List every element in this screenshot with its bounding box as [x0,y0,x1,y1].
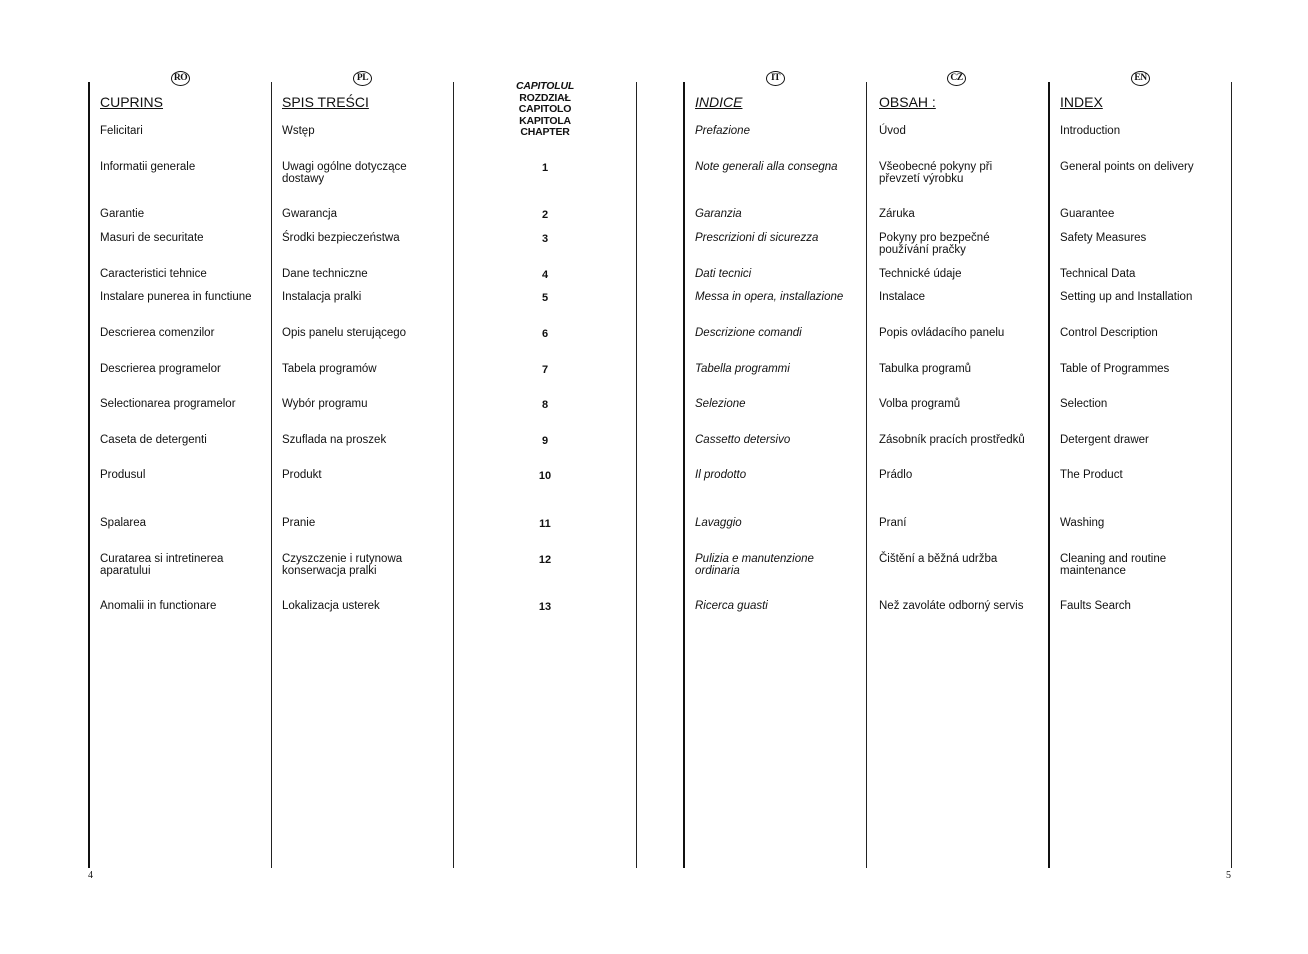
toc-title-it: INDICE [695,94,743,110]
toc-entry: Detergent drawer [1060,434,1149,446]
toc-entry: Setting up and Installation [1060,291,1193,303]
toc-entry: Safety Measures [1060,232,1147,244]
chapter-number: 3 [541,233,549,245]
toc-entry: Wstęp [282,125,315,137]
toc-entry: Než zavoláte odborný servis [879,600,1024,612]
toc-entry: Úvod [879,125,906,137]
toc-title-en: INDEX [1060,94,1103,110]
toc-entry: Dane techniczne [282,268,368,280]
toc-title-ro: CUPRINS [100,94,164,110]
toc-entry: Volba programů [879,398,961,410]
chapter-number: 12 [538,554,552,566]
column-rule [453,82,454,868]
toc-entry: Tabela programów [282,363,377,375]
chapter-number: 6 [541,328,549,340]
toc-entry: Środki bezpieczeństwa [282,232,400,244]
chapter-heading-line: CHAPTER [520,126,570,138]
column-rule [1231,82,1232,868]
toc-entry: Wybór programu [282,398,368,410]
chapter-heading-line: CAPITOLUL [515,80,575,92]
language-badge-cz: CZ [947,71,966,86]
chapter-number: 5 [541,292,549,304]
chapter-number: 9 [541,435,549,447]
column-rule [866,82,867,868]
toc-entry: Instalacja pralki [282,291,362,303]
toc-entry: Garanzia [695,208,742,220]
toc-entry: Selection [1060,398,1108,410]
toc-entry: Descrierea programelor [100,363,221,375]
chapter-heading-line: CAPITOLO [518,103,572,115]
chapter-number: 8 [541,399,549,411]
toc-entry: Tabella programmi [695,363,790,375]
chapter-number: 2 [541,209,549,221]
toc-entry: Spalarea [100,517,147,529]
toc-entry: Descrierea comenzilor [100,327,215,339]
column-rule [1048,82,1050,868]
toc-entry: Technické údaje [879,268,962,280]
toc-title-pl: SPIS TREŚCI [282,94,369,110]
toc-entry: Produkt [282,469,322,481]
toc-entry: Control Description [1060,327,1158,339]
toc-entry: Produsul [100,469,146,481]
toc-entry: Czyszczenie i rutynowa konserwacja pralki [282,553,403,577]
toc-entry: Záruka [879,208,915,220]
language-badge-ro: RO [171,71,190,86]
toc-entry: Introduction [1060,125,1121,137]
toc-entry: Anomalii in functionare [100,600,217,612]
language-badge-it: IT [766,71,785,86]
chapter-heading-line: KAPITOLA [519,114,571,127]
toc-entry: Informatii generale [100,161,196,173]
toc-entry: General points on delivery [1060,161,1194,173]
toc-entry: Table of Programmes [1060,363,1170,375]
toc-entry: Gwarancja [282,208,337,220]
toc-entry: Čištění a běžná udržba [879,553,998,565]
toc-entry: Prescrizioni di sicurezza [695,232,819,244]
chapter-number: 10 [538,470,552,482]
chapter-number: 13 [538,601,552,613]
toc-entry: Descrizione comandi [695,327,802,339]
toc-entry: Dati tecnici [695,268,752,280]
toc-title-cz: OBSAH : [879,94,936,110]
toc-entry: Uwagi ogólne dotyczące dostawy [282,161,407,185]
page-number-left: 4 [88,870,93,881]
toc-entry: Praní [879,517,907,529]
toc-entry: Selezione [695,398,746,410]
chapter-heading [505,81,585,139]
toc-entry: Caseta de detergenti [100,434,207,446]
toc-entry: Popis ovládacího panelu [879,327,1005,339]
toc-entry: Lokalizacja usterek [282,600,380,612]
toc-entry: Cleaning and routine maintenance [1060,553,1167,577]
toc-entry: Pulizia e manutenzione ordinaria [695,553,814,577]
toc-entry: Cassetto detersivo [695,434,791,446]
toc-entry: Pokyny pro bezpečné používání pračky [879,232,990,256]
chapter-number: 4 [541,269,549,281]
toc-entry: Instalare punerea in functiune [100,291,252,303]
toc-entry: Všeobecné pokyny při převzetí výrobku [879,161,993,185]
toc-entry: Ricerca guasti [695,600,768,612]
toc-entry: Szuflada na proszek [282,434,387,446]
toc-entry: Opis panelu sterującego [282,327,407,339]
toc-entry: Masuri de securitate [100,232,204,244]
toc-entry: Faults Search [1060,600,1131,612]
toc-entry: Il prodotto [695,469,747,481]
toc-entry: Instalace [879,291,926,303]
toc-entry: Garantie [100,208,145,220]
chapter-number: 1 [541,162,549,174]
column-rule [683,82,685,868]
chapter-number: 11 [539,518,551,530]
column-rule [271,82,272,868]
toc-entry: Curatarea si intretinerea aparatului [100,553,224,577]
toc-entry: Lavaggio [695,517,742,529]
toc-entry: Prádlo [879,469,913,481]
chapter-heading-line: ROZDZIAŁ [519,91,571,104]
language-badge-pl: PL [353,71,372,86]
column-rule [636,82,637,868]
language-badge-en: EN [1131,71,1150,86]
column-rule [88,82,90,868]
toc-entry: Note generali alla consegna [695,161,838,173]
page-number-right: 5 [1226,870,1231,881]
toc-entry: Washing [1060,517,1105,529]
toc-entry: Prefazione [695,125,750,137]
toc-entry: Guarantee [1060,208,1115,220]
toc-entry: Felicitari [100,125,143,137]
toc-entry: Tabulka programů [879,363,972,375]
chapter-number: 7 [541,364,549,376]
toc-entry: Pranie [282,517,316,529]
toc-entry: Selectionarea programelor [100,398,236,410]
toc-entry: Caracteristici tehnice [100,268,207,280]
toc-entry: Messa in opera, installazione [695,291,844,303]
toc-entry: Technical Data [1060,268,1136,280]
toc-entry: The Product [1060,469,1123,481]
toc-entry: Zásobník pracích prostředků [879,434,1025,446]
